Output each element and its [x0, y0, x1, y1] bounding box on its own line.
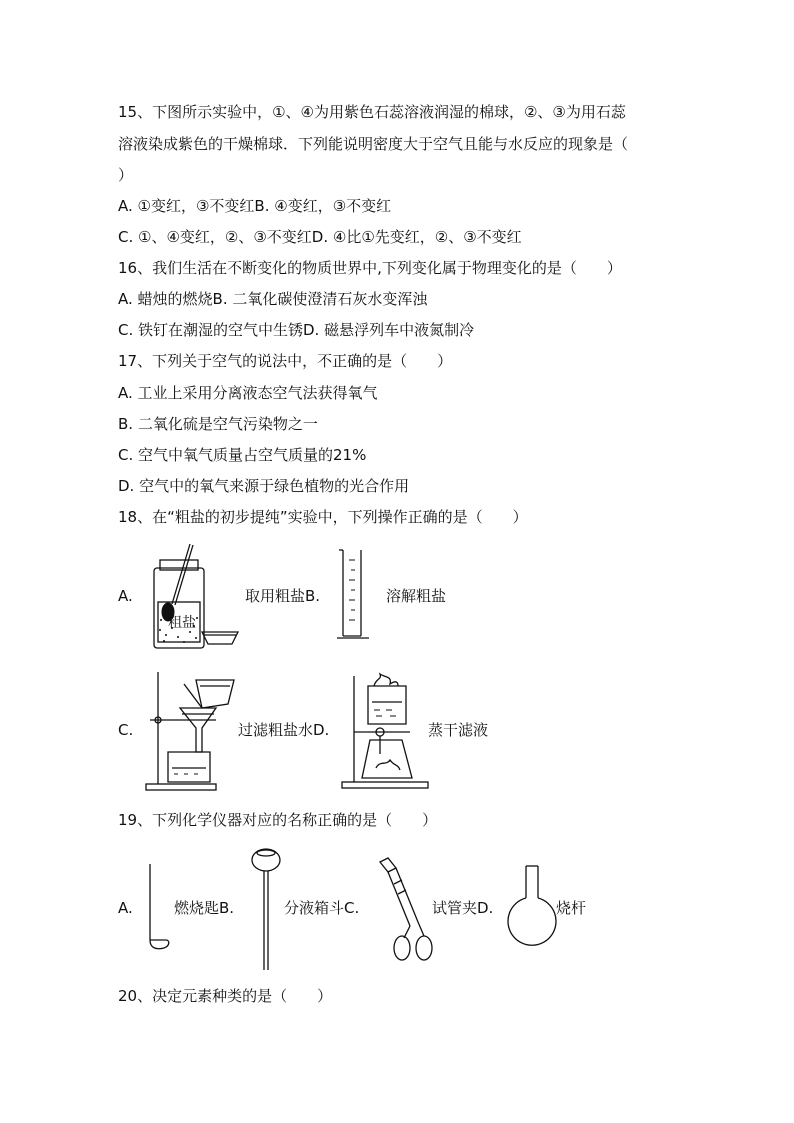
q19-c-figure: [374, 856, 436, 964]
q18-stem: 18、在“粗盐的初步提纯”实验中，下列操作正确的是（ ）: [118, 508, 528, 526]
q19-a-caption: 燃烧匙B.: [174, 899, 235, 917]
q15-options-cd: C. ①、④变红，②、③不变红D. ④比①先变红，②、③不变红: [118, 228, 522, 246]
q16-options-cd: C. 铁钉在潮湿的空气中生锈D. 磁悬浮列车中液氮制冷: [118, 321, 475, 339]
q17-option-b: B. 二氧化硫是空气污染物之一: [118, 415, 318, 433]
q18-d-caption: 蒸干滤液: [428, 721, 489, 739]
q19-c-caption: 试管夹D.: [432, 899, 494, 917]
q17-option-c: C. 空气中氧气质量占空气质量的21%: [118, 446, 367, 464]
q18-a-caption: 取用粗盐B.: [245, 587, 321, 605]
q15-options-ab: A. ①变红，③不变红B. ④变红，③不变红: [118, 197, 392, 215]
q16-stem: 16、我们生活在不断变化的物质世界中,下列变化属于物理变化的是（ ）: [118, 259, 622, 277]
q18-jar-label: 粗盐: [168, 615, 196, 631]
q18-d-figure: [340, 672, 436, 790]
q18-b-caption: 溶解粗盐: [386, 587, 447, 605]
q18-c-label: C.: [118, 721, 134, 739]
q17-option-d: D. 空气中的氧气来源于绿色植物的光合作用: [118, 477, 410, 495]
q20-stem: 20、决定元素种类的是（ ）: [118, 987, 333, 1005]
q17-option-a: A. 工业上采用分离液态空气法获得氧气: [118, 384, 378, 402]
q19-b-caption: 分液箱斗C.: [284, 899, 360, 917]
q17-stem: 17、下列关于空气的说法中，不正确的是（ ）: [118, 352, 453, 370]
q18-a-label: A.: [118, 587, 133, 605]
q19-a-label: A.: [118, 899, 133, 917]
q19-d-caption: 烧杆: [556, 899, 587, 917]
q16-options-ab: A. 蜡烛的燃烧B. 二氧化碳使澄清石灰水变浑浊: [118, 290, 428, 308]
q15-stem-line2: 溶液染成紫色的干燥棉球．下列能说明密度大于空气且能与水反应的现象是（: [118, 135, 629, 153]
q19-b-figure: [248, 846, 288, 974]
q19-d-figure: [504, 864, 560, 952]
q18-c-figure: [144, 668, 240, 792]
q19-a-figure: [142, 862, 176, 954]
q18-a-figure: [146, 540, 246, 652]
q15-stem-line1: 15、下图所示实验中，①、④为用紫色石蕊溶液润湿的棉球，②、③为用石蕊: [118, 103, 626, 121]
q19-stem: 19、下列化学仪器对应的名称正确的是（ ）: [118, 811, 438, 829]
q15-stem-line3: ）: [118, 166, 134, 184]
q18-c-caption: 过滤粗盐水D.: [238, 721, 330, 739]
q18-b-figure: [335, 546, 375, 644]
